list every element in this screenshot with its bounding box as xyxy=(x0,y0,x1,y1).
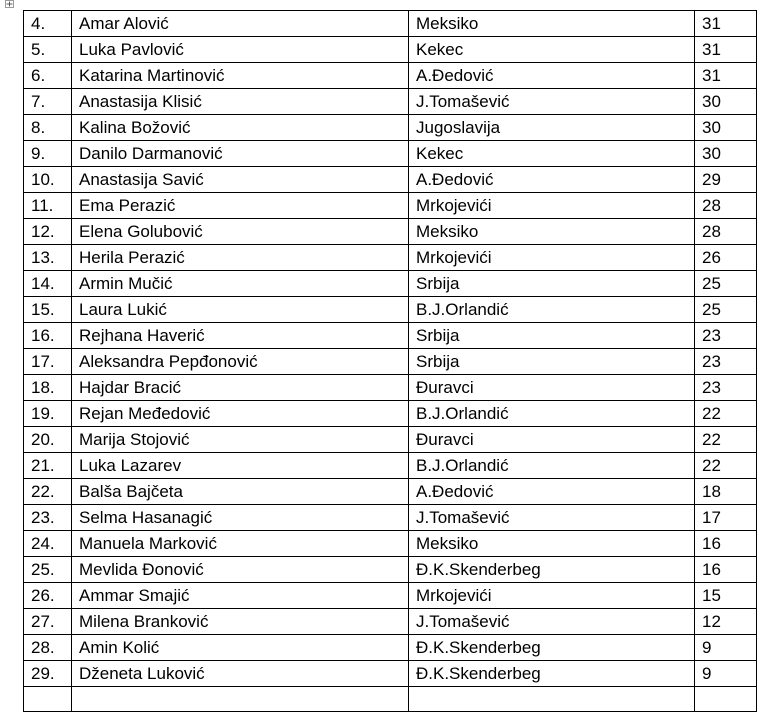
table-row xyxy=(24,245,757,271)
school-cell: Meksiko xyxy=(409,11,695,37)
rank-cell: 8. xyxy=(24,115,72,141)
table-row xyxy=(24,557,757,583)
student-name-cell: Herila Perazić xyxy=(72,245,409,271)
school-cell: B.J.Orlandić xyxy=(409,453,695,479)
table-row xyxy=(24,427,757,453)
school-cell: Meksiko xyxy=(409,531,695,557)
rank-cell xyxy=(24,687,72,712)
student-name-cell: Hajdar Bracić xyxy=(72,375,409,401)
table-row xyxy=(24,583,757,609)
points-cell: 25 xyxy=(695,271,757,297)
table-row xyxy=(24,401,757,427)
rank-cell: 11. xyxy=(24,193,72,219)
points-cell: 26 xyxy=(695,245,757,271)
school-cell: A.Đedović xyxy=(409,479,695,505)
school-cell: Đuravci xyxy=(409,375,695,401)
rank-cell: 9. xyxy=(24,141,72,167)
table-row xyxy=(24,89,757,115)
table-row xyxy=(24,661,757,687)
school-cell: Kekec xyxy=(409,141,695,167)
student-name-cell: Amin Kolić xyxy=(72,635,409,661)
rank-cell: 7. xyxy=(24,89,72,115)
rank-cell: 23. xyxy=(24,505,72,531)
results-table-body xyxy=(24,11,757,712)
school-cell: B.J.Orlandić xyxy=(409,401,695,427)
school-cell: Kekec xyxy=(409,37,695,63)
table-row xyxy=(24,687,757,712)
rank-cell: 24. xyxy=(24,531,72,557)
table-row xyxy=(24,531,757,557)
school-cell xyxy=(409,687,695,712)
table-row xyxy=(24,115,757,141)
table-row xyxy=(24,219,757,245)
student-name-cell: Elena Golubović xyxy=(72,219,409,245)
points-cell: 23 xyxy=(695,323,757,349)
table-row xyxy=(24,323,757,349)
points-cell: 22 xyxy=(695,401,757,427)
rank-cell: 4. xyxy=(24,11,72,37)
student-name-cell: Aleksandra Pepđonović xyxy=(72,349,409,375)
student-name-cell: Ema Perazić xyxy=(72,193,409,219)
table-row xyxy=(24,271,757,297)
rank-cell: 6. xyxy=(24,63,72,89)
student-name-cell: Amar Alović xyxy=(72,11,409,37)
student-name-cell: Marija Stojović xyxy=(72,427,409,453)
rank-cell: 26. xyxy=(24,583,72,609)
points-cell: 29 xyxy=(695,167,757,193)
rank-cell: 20. xyxy=(24,427,72,453)
points-cell: 22 xyxy=(695,453,757,479)
rank-cell: 27. xyxy=(24,609,72,635)
points-cell: 28 xyxy=(695,219,757,245)
student-name-cell: Rejhana Haverić xyxy=(72,323,409,349)
points-cell: 17 xyxy=(695,505,757,531)
rank-cell: 28. xyxy=(24,635,72,661)
student-name-cell: Katarina Martinović xyxy=(72,63,409,89)
table-row xyxy=(24,505,757,531)
student-name-cell: Kalina Božović xyxy=(72,115,409,141)
school-cell: B.J.Orlandić xyxy=(409,297,695,323)
school-cell: Meksiko xyxy=(409,219,695,245)
table-row xyxy=(24,11,757,37)
rank-cell: 21. xyxy=(24,453,72,479)
points-cell: 9 xyxy=(695,661,757,687)
points-cell: 31 xyxy=(695,37,757,63)
rank-cell: 14. xyxy=(24,271,72,297)
table-move-handle-icon[interactable] xyxy=(5,0,14,8)
school-cell: J.Tomašević xyxy=(409,89,695,115)
rank-cell: 16. xyxy=(24,323,72,349)
student-name-cell: Luka Pavlović xyxy=(72,37,409,63)
student-name-cell: Dženeta Luković xyxy=(72,661,409,687)
table-row xyxy=(24,453,757,479)
school-cell: Đuravci xyxy=(409,427,695,453)
table-row xyxy=(24,349,757,375)
table-row xyxy=(24,479,757,505)
school-cell: Mrkojevići xyxy=(409,583,695,609)
results-table xyxy=(23,10,757,712)
student-name-cell xyxy=(72,687,409,712)
points-cell: 16 xyxy=(695,557,757,583)
student-name-cell: Balša Bajčeta xyxy=(72,479,409,505)
rank-cell: 12. xyxy=(24,219,72,245)
table-row xyxy=(24,37,757,63)
points-cell xyxy=(695,687,757,712)
student-name-cell: Mevlida Đonović xyxy=(72,557,409,583)
points-cell: 31 xyxy=(695,63,757,89)
points-cell: 12 xyxy=(695,609,757,635)
rank-cell: 10. xyxy=(24,167,72,193)
student-name-cell: Selma Hasanagić xyxy=(72,505,409,531)
rank-cell: 25. xyxy=(24,557,72,583)
school-cell: J.Tomašević xyxy=(409,609,695,635)
points-cell: 30 xyxy=(695,115,757,141)
school-cell: Srbija xyxy=(409,323,695,349)
school-cell: J.Tomašević xyxy=(409,505,695,531)
table-row xyxy=(24,609,757,635)
student-name-cell: Anastasija Klisić xyxy=(72,89,409,115)
table-row xyxy=(24,375,757,401)
student-name-cell: Manuela Marković xyxy=(72,531,409,557)
table-row xyxy=(24,141,757,167)
school-cell: Đ.K.Skenderbeg xyxy=(409,557,695,583)
rank-cell: 17. xyxy=(24,349,72,375)
school-cell: Jugoslavija xyxy=(409,115,695,141)
rank-cell: 18. xyxy=(24,375,72,401)
points-cell: 15 xyxy=(695,583,757,609)
table-row xyxy=(24,63,757,89)
student-name-cell: Rejan Međedović xyxy=(72,401,409,427)
table-row xyxy=(24,193,757,219)
student-name-cell: Luka Lazarev xyxy=(72,453,409,479)
table-row xyxy=(24,635,757,661)
rank-cell: 22. xyxy=(24,479,72,505)
student-name-cell: Danilo Darmanović xyxy=(72,141,409,167)
rank-cell: 5. xyxy=(24,37,72,63)
points-cell: 16 xyxy=(695,531,757,557)
student-name-cell: Laura Lukić xyxy=(72,297,409,323)
table-row xyxy=(24,167,757,193)
school-cell: Srbija xyxy=(409,349,695,375)
points-cell: 30 xyxy=(695,89,757,115)
points-cell: 28 xyxy=(695,193,757,219)
points-cell: 18 xyxy=(695,479,757,505)
school-cell: Mrkojevići xyxy=(409,245,695,271)
rank-cell: 29. xyxy=(24,661,72,687)
school-cell: Đ.K.Skenderbeg xyxy=(409,635,695,661)
student-name-cell: Ammar Smajić xyxy=(72,583,409,609)
school-cell: A.Đedović xyxy=(409,63,695,89)
school-cell: Srbija xyxy=(409,271,695,297)
school-cell: Đ.K.Skenderbeg xyxy=(409,661,695,687)
rank-cell: 15. xyxy=(24,297,72,323)
points-cell: 23 xyxy=(695,375,757,401)
points-cell: 22 xyxy=(695,427,757,453)
student-name-cell: Milena Branković xyxy=(72,609,409,635)
points-cell: 25 xyxy=(695,297,757,323)
student-name-cell: Anastasija Savić xyxy=(72,167,409,193)
table-row xyxy=(24,297,757,323)
rank-cell: 13. xyxy=(24,245,72,271)
student-name-cell: Armin Mučić xyxy=(72,271,409,297)
rank-cell: 19. xyxy=(24,401,72,427)
school-cell: Mrkojevići xyxy=(409,193,695,219)
points-cell: 30 xyxy=(695,141,757,167)
points-cell: 31 xyxy=(695,11,757,37)
points-cell: 9 xyxy=(695,635,757,661)
school-cell: A.Đedović xyxy=(409,167,695,193)
points-cell: 23 xyxy=(695,349,757,375)
